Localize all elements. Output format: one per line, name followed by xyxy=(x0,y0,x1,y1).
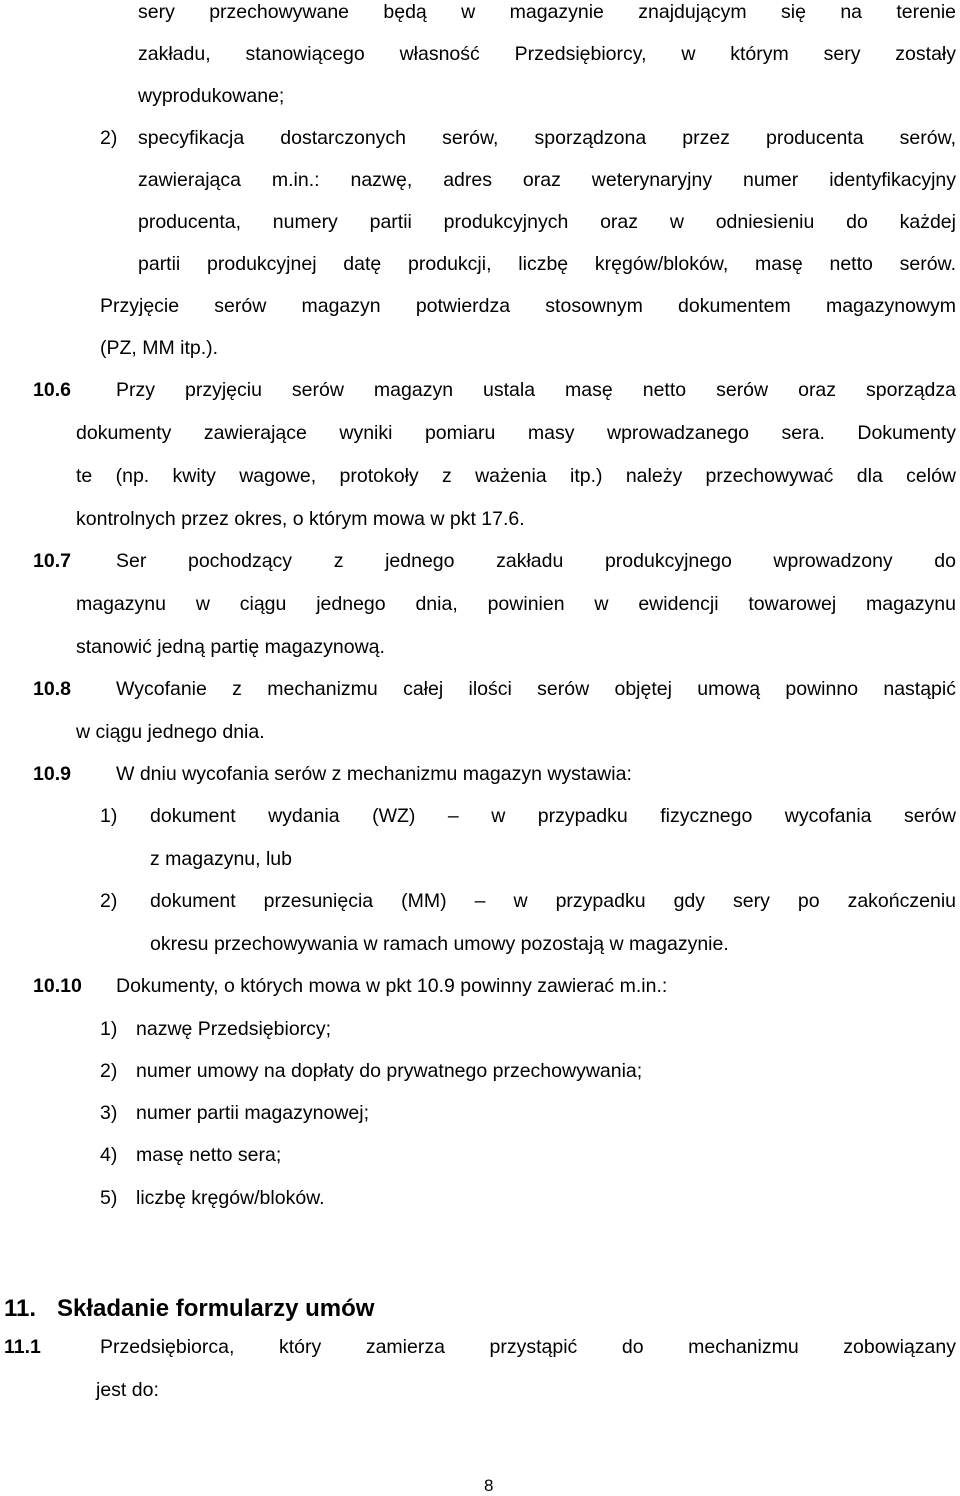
text-line: zawierająca m.in.: nazwę, adres oraz weterynaryjny numer identyfikacyjny xyxy=(138,169,956,191)
text-line: specyfikacja dostarczonych serów, sporządzona przez producenta serów, xyxy=(138,127,956,149)
text-line: Dokumenty, o których mowa w pkt 10.9 powinny zawierać m.in.: xyxy=(116,975,668,997)
section-number: 10.6 xyxy=(33,379,71,401)
text-line: Przyjęcie serów magazyn potwierdza stosownym dokumentem magazynowym xyxy=(100,295,956,317)
text-line: wyprodukowane; xyxy=(138,85,285,107)
page-number: 8 xyxy=(484,1476,494,1495)
text-line: z magazynu, lub xyxy=(150,848,292,870)
text-line: kontrolnych przez okres, o którym mowa w pkt 17.6. xyxy=(76,508,525,530)
text-line: zakładu, stanowiącego własność Przedsiębiorcy, w którym sery zostały xyxy=(138,43,956,65)
section-number: 11.1 xyxy=(4,1336,41,1358)
list-item: numer umowy na dopłaty do prywatnego przechowywania; xyxy=(136,1060,643,1082)
section-number: 10.7 xyxy=(33,550,71,572)
text-line: W dniu wycofania serów z mechanizmu magazyn wystawia: xyxy=(116,763,632,785)
list-item: nazwę Przedsiębiorcy; xyxy=(136,1018,332,1040)
list-item: masę netto sera; xyxy=(136,1144,282,1166)
text-line: dokument wydania (WZ) – w przypadku fizycznego wycofania serów xyxy=(150,805,956,827)
text-line: dokumenty zawierające wyniki pomiaru masy wprowadzanego sera. Dokumenty xyxy=(76,422,956,444)
list-number: 2) xyxy=(100,127,118,149)
list-number: 1) xyxy=(100,805,118,827)
list-number: 3) xyxy=(100,1102,118,1124)
list-item: liczbę kręgów/bloków. xyxy=(136,1187,325,1209)
text-line: Ser pochodzący z jednego zakładu produkcyjnego wprowadzony do xyxy=(116,550,956,572)
section-heading: Składanie formularzy umów xyxy=(57,1295,375,1322)
text-line: w ciągu jednego dnia. xyxy=(76,721,265,743)
list-number: 2) xyxy=(100,1060,118,1082)
list-item: numer partii magazynowej; xyxy=(136,1102,370,1124)
text-line: producenta, numery partii produkcyjnych oraz w odniesieniu do każdej xyxy=(138,211,956,233)
text-line: stanowić jedną partię magazynową. xyxy=(76,636,385,658)
text-line: Przedsiębiorca, który zamierza przystąpić do mechanizmu zobowiązany xyxy=(100,1336,956,1358)
list-number: 1) xyxy=(100,1018,118,1040)
text-line: jest do: xyxy=(96,1379,159,1401)
text-line: okresu przechowywania w ramach umowy pozostają w magazynie. xyxy=(150,933,729,955)
section-heading-number: 11. xyxy=(4,1295,37,1322)
text-line: dokument przesunięcia (MM) – w przypadku gdy sery po zakończeniu xyxy=(150,890,956,912)
list-number: 2) xyxy=(100,890,118,912)
list-number: 4) xyxy=(100,1144,118,1166)
text-line: Przy przyjęciu serów magazyn ustala masę netto serów oraz sporządza xyxy=(116,379,956,401)
section-number: 10.8 xyxy=(33,678,71,700)
text-line: magazynu w ciągu jednego dnia, powinien w ewidencji towarowej magazynu xyxy=(76,593,956,615)
section-number: 10.9 xyxy=(33,763,71,785)
text-line: Wycofanie z mechanizmu całej ilości serów objętej umową powinno nastąpić xyxy=(116,678,956,700)
text-line: sery przechowywane będą w magazynie znajdującym się na terenie xyxy=(138,1,956,23)
text-line: te (np. kwity wagowe, protokoły z ważenia itp.) należy przechowywać dla celów xyxy=(76,465,956,487)
text-line: (PZ, MM itp.). xyxy=(100,337,219,359)
list-number: 5) xyxy=(100,1187,118,1209)
text-line: partii produkcyjnej datę produkcji, liczbę kręgów/bloków, masę netto serów. xyxy=(138,253,956,275)
section-number: 10.10 xyxy=(33,975,82,997)
